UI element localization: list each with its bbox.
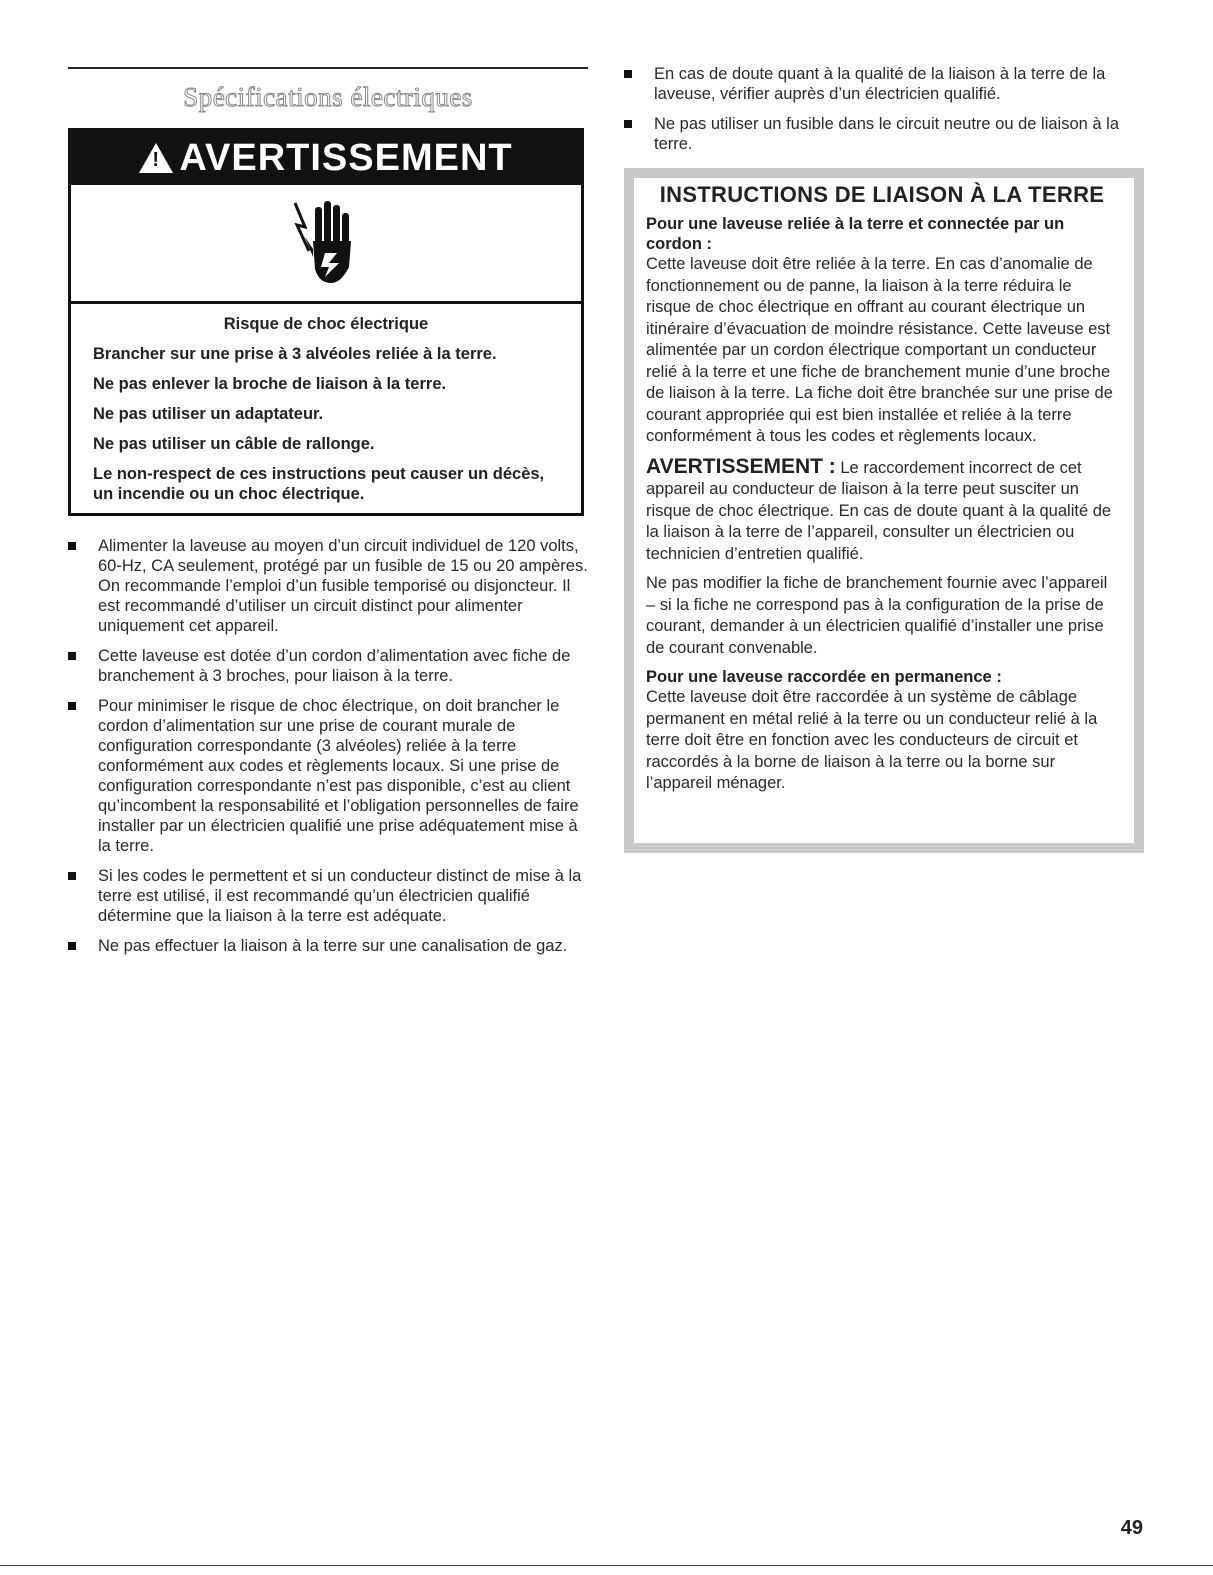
list-item: Pour minimiser le risque de choc électrique, on doit brancher le cordon d’alimentation sur une prise de courant murale de configuration correspondante (3 alvéoles) reliée à la terre conformément aux codes et règlements locaux. Si une prise de configuration correspondante n’est pas disponible, c’est au client qu’incombent la responsabilité et l’obligation personnelles de faire installer par un électricien qualifié une prise adéquatement mise à la terre. — [68, 696, 588, 856]
section-title: Spécifications électriques — [183, 82, 473, 112]
list-item: En cas de doute quant à la qualité de la liaison à la terre de la laveuse, vérifier auprès d’un électricien qualifié. — [624, 64, 1148, 104]
warning-risk-title: Risque de choc électrique — [223, 315, 429, 333]
warning-header-word: AVERTISSEMENT — [179, 136, 513, 179]
warning-line: Ne pas enlever la broche de liaison à la terre. — [93, 375, 447, 393]
electric-shock-hand-icon — [291, 197, 361, 289]
warning-triangle-icon — [139, 143, 173, 173]
warning-line: Ne pas utiliser un adaptateur. — [93, 405, 324, 423]
grounding-warning-text: Le raccordement incorrect de cet appareil au conducteur de liaison à la terre peut susciter un risque de choc électrique. En cas de doute quant à la qualité de la liaison à la terre de l’appareil, consulter un électricien ou technicien d’entretien qualifié. — [646, 458, 1112, 563]
grounding-warning-word: AVERTISSEMENT : — [646, 454, 836, 478]
left-bullet-list — [68, 536, 588, 966]
shock-icon-area — [71, 185, 581, 304]
grounding-title: INSTRUCTIONS DE LIAISON À LA TERRE — [659, 182, 1105, 207]
warning-box — [68, 128, 584, 516]
permanent-connection-heading: Pour une laveuse raccordée en permanence : — [646, 668, 1002, 686]
list-item: Si les codes le permettent et si un conducteur distinct de mise à la terre est utilisé, il est recommandé qu’un électricien qualifié détermine que la liaison à la terre est adéquate. — [68, 866, 588, 926]
warning-line: Brancher sur une prise à 3 alvéoles reliée à la terre. — [93, 345, 497, 363]
page-number: 49 — [1120, 1517, 1143, 1539]
list-item: Cette laveuse est dotée d’un cordon d’alimentation avec fiche de branchement à 3 broches, pour liaison à la terre. — [68, 646, 588, 686]
cord-connected-text: Cette laveuse doit être reliée à la terre. En cas d’anomalie de fonctionnement ou de panne, la liaison à la terre réduira le risque de choc électrique en offrant au courant électrique un itinéraire d’évacuation de moindre résistance. Cette laveuse est alimentée par un cordon électrique comportant un conducteur relié à la terre et une fiche de branchement munie d’une broche de liaison à la terre. La fiche doit être branchée sur une prise de courant appropriée qui est bien installée et reliée à la terre conformément à tous les codes et règlements locaux. — [646, 255, 1113, 445]
top-rule — [68, 67, 588, 69]
warning-consequence: Le non-respect de ces instructions peut causer un décès, un incendie ou un choc électrique. — [93, 465, 545, 503]
right-bullet-list — [624, 64, 1148, 164]
grounding-warning-paragraph — [646, 456, 1118, 566]
permanent-connection-text: Cette laveuse doit être raccordée à un système de câblage permanent en métal relié à la terre ou un conducteur relié à la terre doit être en fonction avec les conducteurs de circuit et raccordés à la borne de liaison à la terre ou la borne sur l’appareil ménager. — [646, 688, 1098, 792]
warning-symbol: ! — [152, 149, 160, 171]
cord-connected-heading: Pour une laveuse reliée à la terre et connectée par un cordon : — [646, 215, 1065, 253]
plug-modification-text: Ne pas modifier la fiche de branchement fournie avec l’appareil – si la fiche ne correspond pas à la configuration de la prise de courant, demander à un électricien qualifié d’installer une prise de courant convenable. — [646, 574, 1108, 657]
warning-lines — [71, 304, 581, 504]
list-item: Ne pas effectuer la liaison à la terre sur une canalisation de gaz. — [68, 936, 588, 956]
bottom-rule — [0, 1565, 1213, 1566]
grounding-instructions-box — [624, 168, 1144, 853]
warning-header — [71, 131, 581, 185]
list-item: Ne pas utiliser un fusible dans le circuit neutre ou de liaison à la terre. — [624, 114, 1148, 154]
list-item: Alimenter la laveuse au moyen d’un circuit individuel de 120 volts, 60-Hz, CA seulement, protégé par un fusible de 15 ou 20 ampères. On recommande l’emploi d’un fusible temporisé ou disjoncteur. Il est recommandé d’utiliser un circuit distinct pour alimenter uniquement cet appareil. — [68, 536, 588, 636]
warning-line: Ne pas utiliser un câble de rallonge. — [93, 435, 375, 453]
